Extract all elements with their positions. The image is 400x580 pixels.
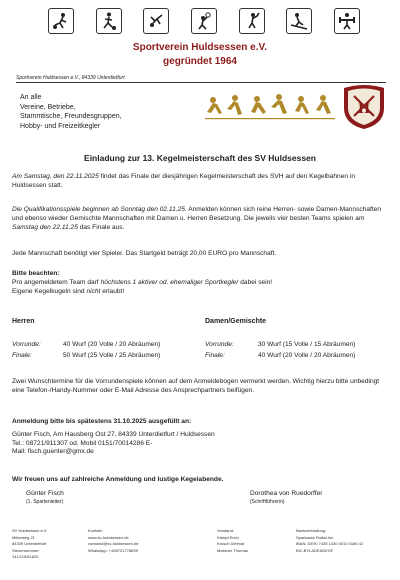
footer-text: Steuernummer: bbox=[12, 547, 40, 553]
rules-text: erlaubt! bbox=[102, 287, 125, 295]
women-prelim-value: 30 Wurf (15 Volle / 15 Abräumen) bbox=[258, 341, 356, 348]
rules-emphasis: nicht bbox=[86, 287, 101, 295]
paragraph-text: das Finale aus. bbox=[79, 223, 125, 231]
kegler-icon bbox=[48, 8, 74, 34]
footer-text: IBAN: DE90 7435 1430 0010 0186 42 bbox=[296, 541, 364, 546]
footer-text: Vorstand: bbox=[217, 528, 234, 533]
footer-text: Mitterweg 21 bbox=[12, 534, 35, 540]
sport-icons-row bbox=[48, 8, 360, 34]
recipient-line: Hobby- und Freizeitkegler bbox=[20, 122, 101, 130]
finale-date: Am Samstag, den 22.11.2025 bbox=[12, 173, 99, 180]
contact-email: Mail: fisch.guenter@gmx.de bbox=[12, 448, 94, 456]
footer-website-link[interactable]: www.sv-huldsessen.de bbox=[88, 534, 129, 540]
paragraph-qualification bbox=[12, 206, 390, 232]
paragraph-text: Anmelden können sich reine Herren- sowie Damen-Mannschaften und ebenso wieder Gemischte Mannschaften mit Damen u. Herren Besetzung. Die jeweils vier besten Teams spielen am bbox=[12, 206, 382, 222]
footer-text: 141/110/61620 bbox=[12, 554, 39, 559]
recipient-line: Vereine, Betriebe, bbox=[20, 103, 76, 111]
contact-phone: Tel.: 08721/911307 od. Mobil 0151/70014286 E- bbox=[12, 439, 153, 447]
signature-right-role: (Schriftführerin) bbox=[250, 499, 285, 505]
men-final-value: 50 Wurf (25 Volle / 25 Abräumen) bbox=[63, 352, 161, 359]
paragraph-finale-date bbox=[12, 173, 390, 191]
footer-contact-column bbox=[88, 528, 139, 554]
footer-board-column bbox=[217, 528, 248, 554]
women-mixed-heading: Damen/Gemischte bbox=[205, 318, 267, 325]
footer-text: Messner Thomas bbox=[217, 547, 248, 553]
final-date: Samstag den 22.11.25 bbox=[12, 223, 78, 231]
footer-text: Bankverbindung: bbox=[296, 528, 327, 533]
rules-emphasis: höchstens 1 aktiver od. ehemaliger Sportkegler bbox=[100, 278, 239, 286]
paragraph-text: findet das Finale der diesjährigen Kegelmeisterschaft des SVH auf den Kegelbahnen in Huldsessen statt. bbox=[12, 173, 355, 189]
women-final-label: Finale: bbox=[205, 352, 225, 359]
signature-left-role: (1. Spartenleiter) bbox=[26, 499, 64, 505]
signature-right bbox=[250, 490, 322, 506]
men-prelim-value: 40 Wurf (20 Volle / 20 Abräumen) bbox=[63, 341, 161, 348]
kegler-silhouettes-illustration bbox=[205, 92, 335, 122]
qualification-start: Die Qualifikationsspiele beginnen ab Sonntag den 02.11.25. bbox=[12, 206, 187, 213]
club-name-title: Sportverein Huldsessen e.V. bbox=[132, 42, 268, 53]
footer-club-column bbox=[12, 528, 47, 561]
footer-text: BIC:BYLADEM1EGF bbox=[296, 547, 334, 553]
paragraph-team-fee: Jede Mannschaft benötigt vier Spieler. Das Startgeld beträgt 20,00 EURO pro Mannschaft. bbox=[12, 250, 277, 257]
men-heading: Herren bbox=[12, 318, 35, 325]
recipient-line: Stammtische, Freundesgruppen, bbox=[20, 113, 122, 120]
footer-text: 84339 Unterdietfurt bbox=[12, 541, 47, 546]
rules-text: dabei sein! bbox=[240, 278, 273, 286]
fitness-icon bbox=[334, 8, 360, 34]
footer-text: SV Huldsessen e.V. bbox=[12, 528, 48, 533]
recipient-line: An alle bbox=[20, 94, 42, 101]
contact-address: Günter Fisch, Am Hausberg Ost 27, 84339 Unterdietfurt / Huldsessen bbox=[12, 430, 215, 438]
men-final-label: Finale: bbox=[12, 352, 32, 359]
men-prelim-label: Vorrunde: bbox=[12, 341, 41, 348]
rules-heading: Bitte beachten: bbox=[12, 270, 60, 277]
footer-email-link[interactable]: vorstand@sv-huldsessen.de bbox=[88, 541, 139, 546]
women-prelim-label: Vorrunde: bbox=[205, 341, 234, 348]
skiing-icon bbox=[286, 8, 312, 34]
footer-text: Krusch Dietmar bbox=[217, 541, 245, 546]
club-crest-logo bbox=[340, 82, 388, 130]
rules-text: Eigene Kegelkugeln sind bbox=[12, 287, 85, 295]
signature-left bbox=[26, 490, 64, 506]
sender-address-line: Sportverein Huldsessen e.V., 84339 Unterdietfurt bbox=[16, 75, 386, 83]
registration-deadline: Anmeldung bitte bis spätestens 31.10.2025 ausgefüllt an: bbox=[12, 418, 192, 425]
soccer-icon bbox=[96, 8, 122, 34]
gymnastics-icon bbox=[143, 8, 169, 34]
registration-block bbox=[12, 418, 390, 457]
club-founded-title: gegründet 1964 bbox=[163, 56, 237, 67]
closing-line: Wir freuen uns auf zahlreiche Anmeldung und lustige Kegelabende. bbox=[12, 476, 224, 483]
paragraph-rules bbox=[12, 270, 390, 296]
recipient-block bbox=[20, 93, 122, 131]
footer-text: Kämpf Erich bbox=[217, 534, 239, 540]
volleyball-icon bbox=[191, 8, 217, 34]
badminton-icon bbox=[239, 8, 265, 34]
footer-text: WhatsApp: +4987217786S9 bbox=[88, 547, 139, 553]
footer-bank-column bbox=[296, 528, 363, 554]
svg-text:H: H bbox=[357, 102, 371, 117]
invitation-heading: Einladung zur 13. Kegelmeisterschaft des SV Huldsessen bbox=[84, 153, 316, 163]
signature-left-name: Günter Fisch bbox=[26, 490, 64, 497]
footer-text: Kontakt: bbox=[88, 528, 103, 533]
paragraph-preferred-dates: Zwei Wunschtermine für die Vorrundenspiele können auf dem Anmeldebogen vermerkt werden. Wichtig hierzu bitte unbedingt eine Telefon-/Handy-Nummer oder E-Mail Adresse des Ansprechpartners beifügen. bbox=[12, 378, 380, 394]
footer-text: Sparkasse Rottal-Inn bbox=[296, 534, 334, 540]
rules-text: Pro angemeldetem Team darf bbox=[12, 278, 99, 286]
women-final-value: 40 Wurf (20 Volle / 20 Abräumen) bbox=[258, 352, 356, 359]
signature-right-name: Dorothea von Ruedorffer bbox=[250, 490, 323, 497]
